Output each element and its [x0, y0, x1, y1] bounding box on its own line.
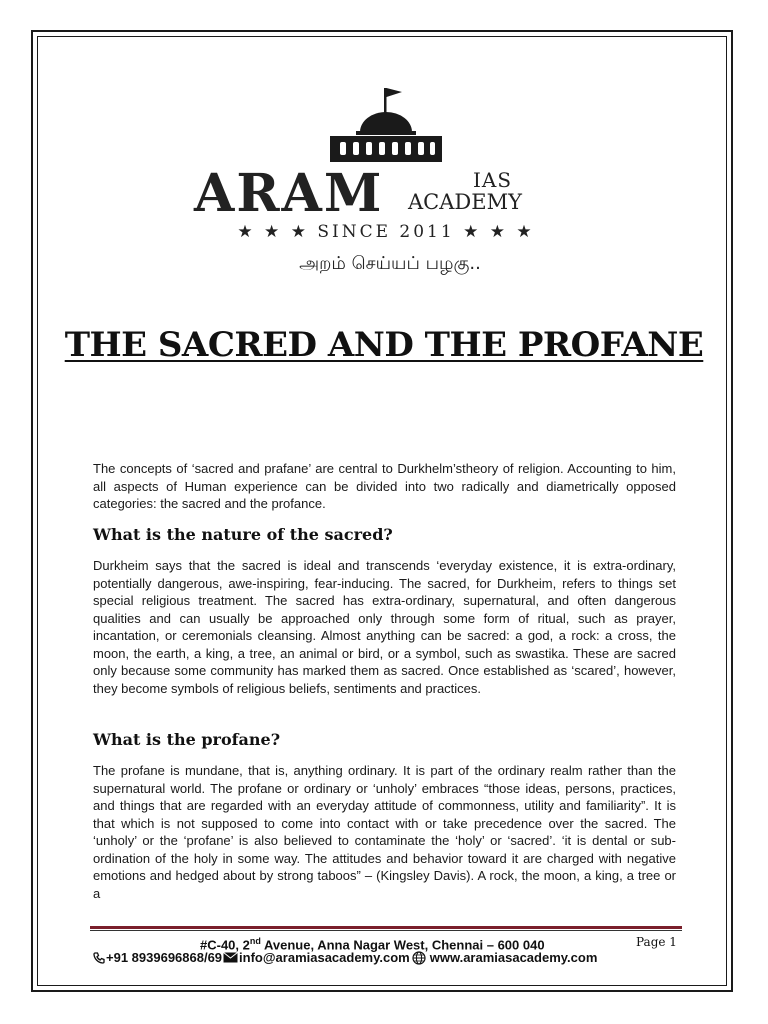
section-body-profane: The profane is mundane, that is, anything ordinary. It is part of the ordinary realm rather than the supernatural world. The profane or ordinary or ‘unholy’ embraces “those ideas, persons, practices, and things that are regarded with an everyday attitude of commonness, utility and familiarity”. It is that which is not supposed to come into contact with or take precedence over the sacred. The ‘unholy’ or the ‘profane’ is also believed to contaminate the ‘holy’ or ‘sacred’. ‘it is dental or sub-ordination of the holy in some way. The attitudes and behavior toward it are charged with negative emotions and hedged about by strong taboos” – (Kingsley Davis). A rock, the moon, a king, a tree or a [93, 763, 676, 901]
footer-divider-thin [90, 930, 682, 931]
footer-email[interactable]: info@aramiasacademy.com [239, 950, 410, 965]
section-heading-sacred: What is the nature of the sacred? [93, 525, 393, 544]
phone-icon [93, 952, 105, 964]
logo-ias-text: IAS [473, 168, 513, 192]
logo-aram-text: ARAM [194, 163, 384, 224]
footer-address-pre: #C-40, 2 [200, 937, 250, 953]
footer-website[interactable]: www.aramiasacademy.com [429, 950, 598, 965]
footer-divider [90, 926, 682, 929]
footer-address-sup: nd [249, 936, 261, 946]
logo-academy-text: ACADEMY [408, 190, 522, 214]
globe-icon [412, 951, 426, 965]
logo-tagline: அறம் செய்யப் பழகு.. [299, 253, 481, 274]
section-heading-profane: What is the profane? [93, 730, 281, 749]
academy-building-logo-icon [330, 86, 442, 164]
envelope-icon [223, 952, 238, 963]
page-title: THE SACRED AND THE PROFANE [64, 325, 704, 365]
logo-wordmark [194, 163, 584, 224]
intro-paragraph: The concepts of ‘sacred and prafane’ are central to Durkhelm’stheory of religion. Accounting to him, all aspects of Human experience can be divided into two radically and diametrically opposed categories: the sacred and the profance. [93, 461, 676, 511]
footer-contact [93, 949, 683, 966]
page-number: Page 1 [636, 935, 677, 949]
logo-since-text: ★ ★ ★ SINCE 2011 ★ ★ ★ [237, 222, 535, 242]
footer-address-post: Avenue, Anna Nagar West, Chennai – 600 040 [260, 937, 545, 953]
section-body-sacred: Durkheim says that the sacred is ideal and transcends ‘everyday existence, it is extra-ordinary, potentially dangerous, awe-inspiring, fear-inducing. The sacred, for Durkheim, refers to things set special religious treatment. The sacred has extra-ordinary, supernatural, and often dangerous qualities and can usually be approached only through some form of ritual, such as prayer, incantation, or ceremonials cleansing. Almost anything can be sacred: a god, a rock: a cross, the moon, the earth, a king, a tree, an animal or bird, or a symbol, such as swastika. These are sacred only because some community has marked them as sacred. Once established as ‘scared’, however, they become symbols of religious beliefs, sentiments and practices. [93, 558, 676, 696]
footer-phone: +91 8939696868/69 [106, 950, 223, 965]
